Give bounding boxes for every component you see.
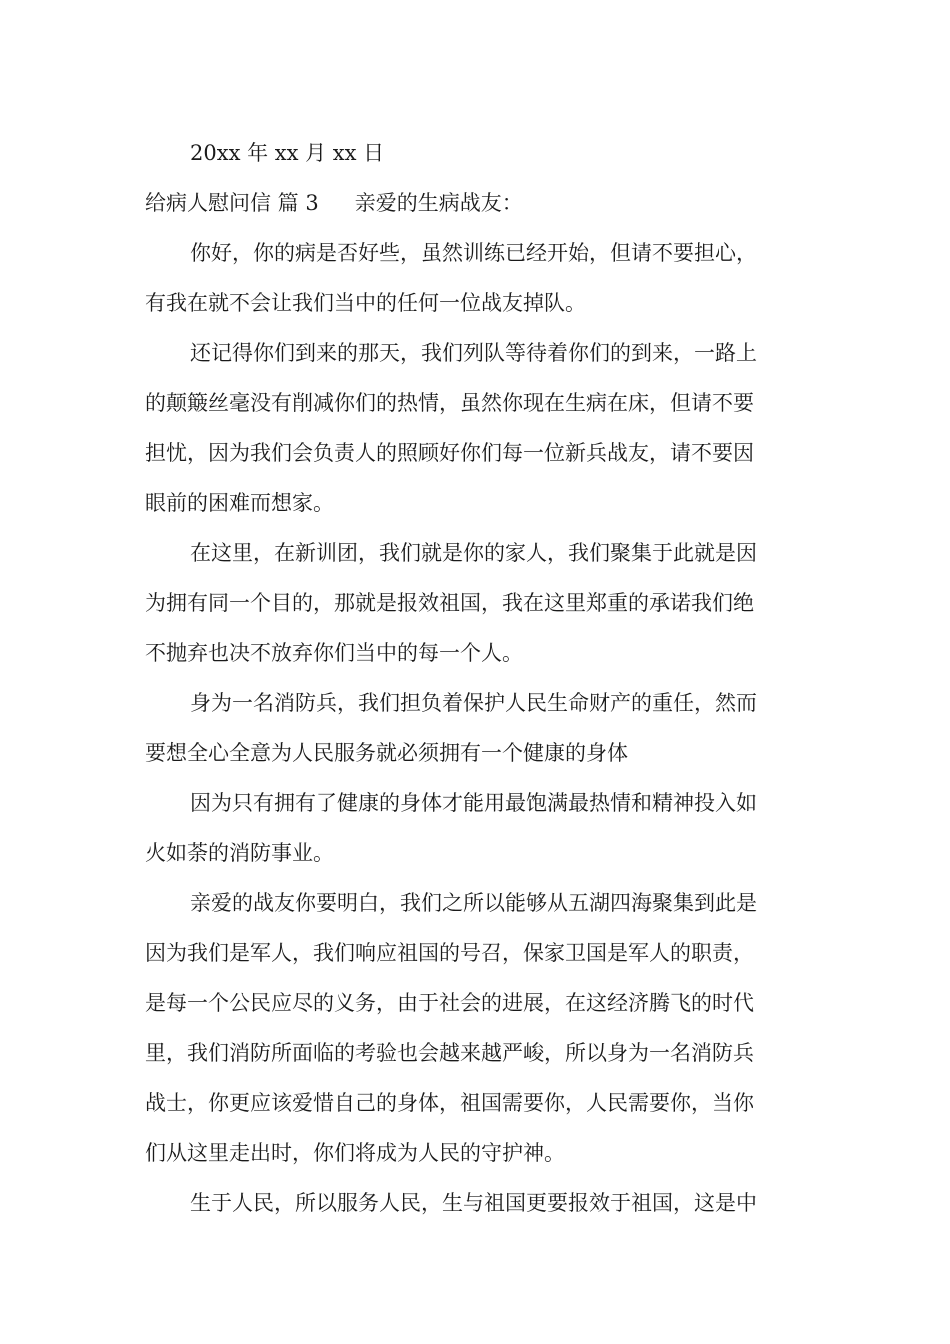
paragraph-line: 生于人民，所以服务人民，生与祖国更要报效于祖国，这是中: [190, 1191, 757, 1215]
paragraph-line: 眼前的困难而想家。: [145, 491, 334, 515]
paragraph-line: 战士，你更应该爱惜自己的身体，祖国需要你，人民需要你，当你: [145, 1091, 754, 1115]
paragraph-line: 们从这里走出时，你们将成为人民的守护神。: [145, 1141, 565, 1165]
date-line: 20xx 年 xx 月 xx 日: [190, 141, 385, 165]
paragraph-line: 是每一个公民应尽的义务，由于社会的进展，在这经济腾飞的时代: [145, 991, 754, 1015]
paragraph-1: [145, 228, 810, 328]
letter-body: [145, 128, 810, 1228]
paragraph-line: 担忧，因为我们会负责人的照顾好你们每一位新兵战友，请不要因: [145, 441, 754, 465]
paragraph-line: 身为一名消防兵，我们担负着保护人民生命财产的重任，然而: [190, 691, 757, 715]
paragraph-7: [145, 1178, 810, 1228]
paragraph-line: 里，我们消防所面临的考验也会越来越严峻，所以身为一名消防兵: [145, 1041, 754, 1065]
paragraph-line: 因为只有拥有了健康的身体才能用最饱满最热情和精神投入如: [190, 791, 757, 815]
salutation: 亲爱的生病战友：: [354, 191, 523, 215]
letter-title: 给病人慰问信 篇 3: [145, 191, 319, 215]
paragraph-2: [145, 328, 810, 528]
paragraph-line: 不抛弃也决不放弃你们当中的每一个人。: [145, 641, 523, 665]
paragraph-line: 在这里，在新训团，我们就是你的家人，我们聚集于此就是因: [190, 541, 757, 565]
paragraph-line: 要想全心全意为人民服务就必须拥有一个健康的身体: [145, 741, 628, 765]
paragraph-line: 因为我们是军人，我们响应祖国的号召，保家卫国是军人的职责，: [145, 941, 754, 965]
paragraph-4: [145, 678, 810, 778]
paragraph-line: 你好，你的病是否好些，虽然训练已经开始，但请不要担心，: [190, 241, 757, 265]
letter-heading: [145, 178, 810, 228]
paragraph-6: [145, 878, 810, 1178]
paragraph-line: 还记得你们到来的那天，我们列队等待着你们的到来，一路上: [190, 341, 757, 365]
paragraph-line: 的颠簸丝毫没有削减你们的热情，虽然你现在生病在床，但请不要: [145, 391, 754, 415]
paragraph-3: [145, 528, 810, 678]
paragraph-5: [145, 778, 810, 878]
paragraph-line: 火如荼的消防事业。: [145, 841, 334, 865]
paragraph-line: 有我在就不会让我们当中的任何一位战友掉队。: [145, 291, 586, 315]
paragraph-line: 为拥有同一个目的，那就是报效祖国，我在这里郑重的承诺我们绝: [145, 591, 754, 615]
paragraph-line: 亲爱的战友你要明白，我们之所以能够从五湖四海聚集到此是: [190, 891, 757, 915]
